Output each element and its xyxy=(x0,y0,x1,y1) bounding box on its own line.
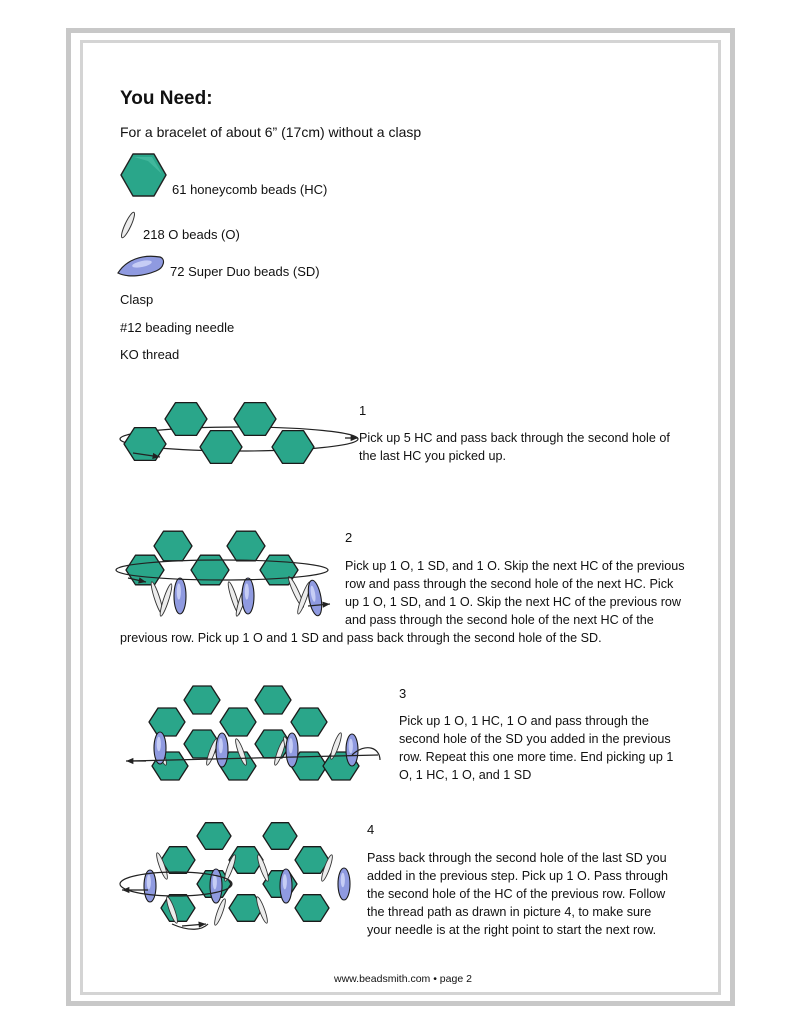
honeycomb-bead xyxy=(272,431,314,464)
page-footer: www.beadsmith.com • page 2 xyxy=(334,973,472,985)
material-needle: #12 beading needle xyxy=(120,320,235,335)
step-1-number: 1 xyxy=(359,403,367,418)
material-sd: 72 Super Duo beads (SD) xyxy=(170,264,320,279)
honeycomb-bead xyxy=(227,531,265,561)
step-2-text-right: Pick up 1 O, 1 SD, and 1 O. Skip the next HC of the previous row and pass through the second hole of the next HC. Pick up 1 O, 1 SD, and 1 O. Skip the next HC of the previous row and pass through the second hole of the next HC of the xyxy=(345,559,685,627)
honeycomb-bead xyxy=(263,823,297,850)
honeycomb-bead xyxy=(255,686,291,714)
honeycomb-bead xyxy=(291,708,327,736)
step-2-text-bottom: previous row. Pick up 1 O and 1 SD and pass back through the second hole of the SD. xyxy=(120,631,602,645)
step-1-text: Pick up 5 HC and pass back through the second hole of the last HC you picked up. xyxy=(359,431,670,463)
honeycomb-bead xyxy=(165,403,207,436)
material-clasp: Clasp xyxy=(120,292,154,307)
step-2-number: 2 xyxy=(345,530,353,545)
material-o: 218 O beads (O) xyxy=(143,227,240,242)
step-4-text: Pass back through the second hole of the last SD you added in the previous step. Pick up 1 O. Pass through the second hole of the HC of the previous row. Follow the thread path as drawn in picture 4, to make sure your needle is at the right point to start the next row. xyxy=(367,851,669,937)
intro-text: For a bracelet of about 6” (17cm) without a clasp xyxy=(120,124,422,140)
honeycomb-bead xyxy=(154,531,192,561)
honeycomb-bead xyxy=(295,895,329,922)
page-heading: You Need: xyxy=(120,88,213,109)
honeycomb-bead xyxy=(234,403,276,436)
honeycomb-bead xyxy=(124,428,166,461)
material-hc: 61 honeycomb beads (HC) xyxy=(172,182,328,197)
step-2-diagram xyxy=(108,522,338,632)
honeycomb-bead xyxy=(126,555,164,585)
step-1-diagram xyxy=(108,395,358,475)
step-3-text: Pick up 1 O, 1 HC, 1 O and pass through the second hole of the SD you added in the previous row. Repeat this one more time. End picking up 1 O, 1 HC, 1 O, and 1 SD xyxy=(399,714,674,782)
step-3-number: 3 xyxy=(399,686,407,701)
step-4-diagram xyxy=(112,812,362,942)
honeycomb-bead xyxy=(197,823,231,850)
material-thread: KO thread xyxy=(120,347,180,362)
step-3-diagram xyxy=(116,678,386,798)
honeycomb-bead xyxy=(200,431,242,464)
step-4-number: 4 xyxy=(367,822,375,837)
o-bead-icon xyxy=(116,210,140,240)
honeycomb-bead-icon xyxy=(118,152,168,198)
super-duo-bead-icon xyxy=(116,252,166,278)
honeycomb-bead xyxy=(149,708,185,736)
honeycomb-bead xyxy=(220,708,256,736)
honeycomb-bead xyxy=(184,686,220,714)
